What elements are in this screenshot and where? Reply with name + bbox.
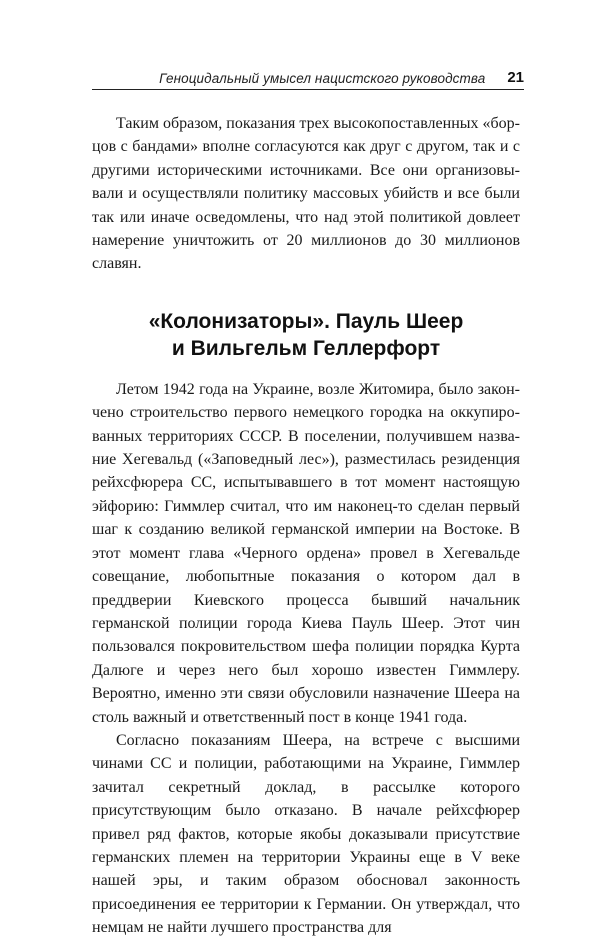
section-heading-line-1: «Колонизаторы». Пауль Шеер: [148, 309, 464, 333]
page-body: [92, 112, 520, 940]
paragraph: Летом 1942 года на Украине, возле Житомира, было закончено строительство первого немецкого городка на оккупированных территориях СССР. В поселении, получившем название Хегевальд («Заповедный лес»), разместилась резиденция рейхсфюрера СС, испытывавшего в тот момент настоящую эйфорию: Гиммлер считал, что им наконец-то сделан первый шаг к созданию великой германской империи на Востоке. В этот момент глава «Черного ордена» провел в Хегевальде совещание, любопытные показания о котором дал в преддверии Киевского процесса бывший начальник германской полиции города Киева Пауль Шеер. Этот чин пользовался покровительством шефа полиции порядка Курта Далюге и через него был хорошо известен Гиммлеру. Вероятно, именно эти связи обусловили назначение Шеера на столь важный и ответственный пост в конце 1941 года.: [92, 380, 520, 726]
section-heading-line-2: и Вильгельм Геллерфорт: [171, 336, 441, 360]
page-number: 21: [507, 69, 524, 86]
section-heading: [92, 308, 520, 362]
paragraph: Согласно показаниям Шеера, на встрече с высшими чинами СС и полиции, работающими на Украине, Гиммлер зачитал секретный доклад, в рассылке которого присутствующим было отказано. В начале рейхсфюрер привел ряд фактов, которые якобы доказывали присутствие германских племен на территории Украины еще в V веке нашей эры, и таким образом обосновал законность присоединения ее территории к Германии. Он утверждал, что немцам не найти лучшего пространства для: [92, 731, 520, 937]
running-header: [92, 66, 524, 90]
running-title: Геноцидальный умысел нацистского руководства: [159, 71, 486, 86]
paragraph: Таким образом, показания трех высокопоставленных «борцов с бандами» вполне согласуются как друг с другом, так и с другими историческими источниками. Все они организовывали и осуществляли политику массовых убийств и все были так или иначе осведомлены, что над этой политикой довлеет намерение уничтожить от 20 миллионов до 30 миллионов славян.: [92, 115, 520, 273]
